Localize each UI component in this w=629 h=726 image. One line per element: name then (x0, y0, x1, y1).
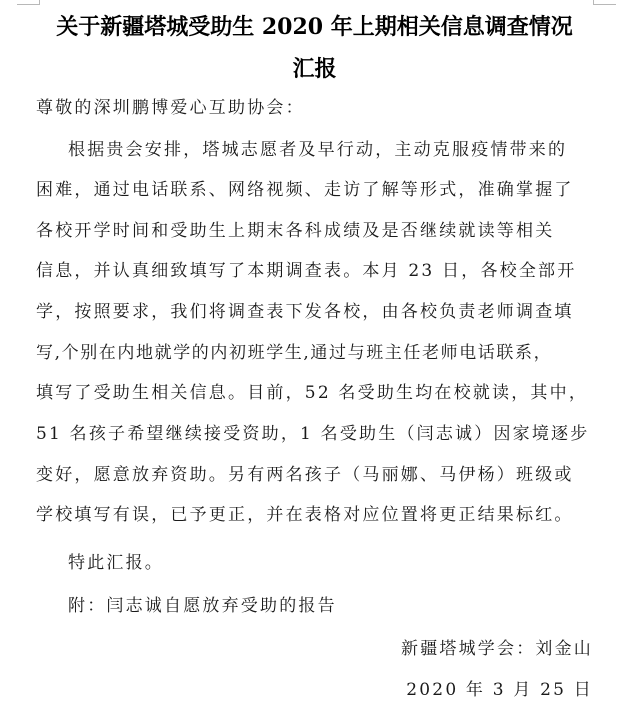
body-line-1: 根据贵会安排，塔城志愿者及早行动，主动克服疫情带来的 (68, 140, 568, 160)
page-corner-mark-right (593, 0, 616, 5)
body-line-7: 填写了受助生相关信息。目前，52 名受助生均在校就读，其中， (36, 383, 589, 403)
body-line-10: 学校填写有误，已予更正，并在表格对应位置将更正结果标红。 (36, 505, 574, 525)
report-date: 2020 年 3 月 25 日 (406, 680, 593, 700)
document-title-line-2: 汇报 (292, 56, 337, 82)
closing-text: 特此汇报。 (68, 553, 164, 573)
body-line-4: 信息，并认真细致填写了本期调查表。本月 23 日，各校全部开 (36, 261, 577, 281)
body-line-3: 各校开学时间和受助生上期末各科成绩及是否继续就读等相关 (36, 221, 555, 241)
attachment-note: 附：闫志诚自愿放弃受助的报告 (68, 596, 337, 616)
body-line-5: 学，按照要求，我们将调查表下发各校，由各校负责老师调查填 (36, 302, 574, 322)
body-line-2: 困难，通过电话联系、网络视频、走访了解等形式，准确掌握了 (36, 180, 574, 200)
page-corner-mark-left (17, 0, 40, 5)
signature: 新疆塔城学会：刘金山 (401, 639, 593, 659)
salutation: 尊敬的深圳鹏博爱心互助协会： (36, 98, 305, 118)
body-line-8: 51 名孩子希望继续接受资助，1 名受助生（闫志诚）因家境逐步 (36, 424, 590, 444)
body-line-6: 写,个别在内地就学的内初班学生,通过与班主任老师电话联系， (36, 343, 553, 363)
body-line-9: 变好，愿意放弃资助。另有两名孩子（马丽娜、马伊杨）班级或 (36, 465, 574, 485)
document-title-line-1: 关于新疆塔城受助生 2020 年上期相关信息调查情况 (56, 14, 573, 40)
